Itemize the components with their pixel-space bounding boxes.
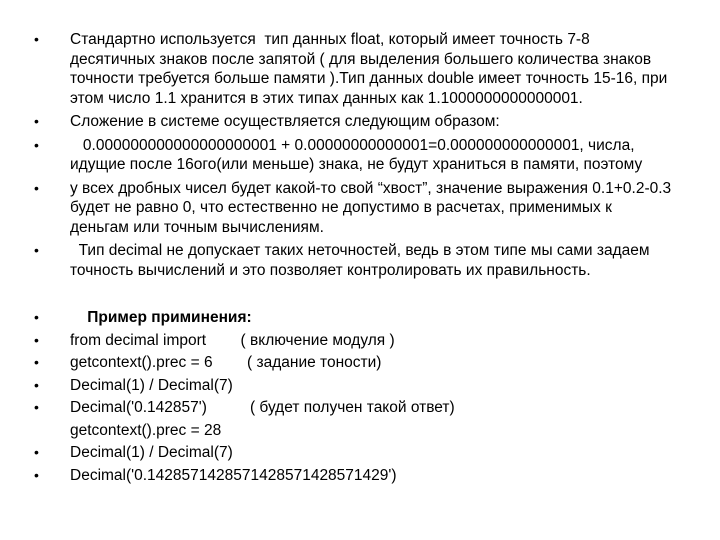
paragraph-text: Стандартно используется тип данных float, который имеет точность 7-8 десятичных знаков после запятой ( для выделения большего количества знаков точности требуется больше памяти ).Тип данных double имеет точность 15-16, при этом число 1.1 хранится в этих типах данных как 1.1000000000000001. [70,31,672,107]
bullet-icon: • [34,136,39,153]
code-line-text: Decimal('0.142857') ( будет получен такой ответ) [70,399,455,416]
bullet-icon: • [34,444,39,460]
code-line [34,421,674,441]
bullet-icon: • [34,331,39,348]
code-line-text: Decimal('0.1428571428571428571428571429') [70,466,397,484]
code-line [34,466,674,486]
code-line-text: Decimal(1) / Decimal(7) [70,376,233,394]
bullet-icon: • [34,242,39,258]
paragraph-decimal-type [34,241,674,280]
bullet-icon: • [34,399,39,415]
bullet-icon: • [34,179,39,196]
bullet-icon: • [34,466,39,483]
code-line [34,376,674,396]
code-line-text: from decimal import ( включение модуля ) [70,331,395,349]
paragraph-fraction-tail [34,179,674,238]
spacer [34,284,674,308]
paragraph-float-precision [34,30,674,108]
bullet-icon: • [34,376,39,393]
code-line [34,443,674,463]
bullet-icon: • [34,113,39,129]
paragraph-text: 0.000000000000000000001 + 0.00000000000001=0.000000000000001, числа, идущие после 16ого(или меньше) знака, не будут храниться в памяти, поэтому [70,136,643,173]
code-line [34,398,674,418]
bullet-icon: • [34,354,39,370]
code-line [34,353,674,373]
paragraph-addition-intro [34,112,674,132]
code-line-text: Decimal(1) / Decimal(7) [70,444,233,461]
paragraph-addition-example [34,136,674,175]
example-heading [34,308,674,328]
code-line-text: getcontext().prec = 6 ( задание тоности) [70,354,382,371]
code-line [34,331,674,351]
example-heading-text: Пример приминения: [70,309,252,326]
paragraph-text: у всех дробных чисел будет какой-то свой “хвост”, значение выражения 0.1+0.2-0.3 будет не равно 0, что естественно не допустимо в расчетах, применимых к деньгам или точным вычислениям. [70,179,676,236]
paragraph-text: Сложение в системе осуществляется следующим образом: [70,113,500,130]
bullet-list [34,30,674,488]
paragraph-text: Тип decimal не допускает таких неточностей, ведь в этом типе мы сами задаем точность вычислений и это позволяет контролировать их правильность. [70,242,654,279]
code-line-text: getcontext().prec = 28 [70,421,222,439]
bullet-icon: • [34,309,39,325]
bullet-icon: • [34,31,39,47]
